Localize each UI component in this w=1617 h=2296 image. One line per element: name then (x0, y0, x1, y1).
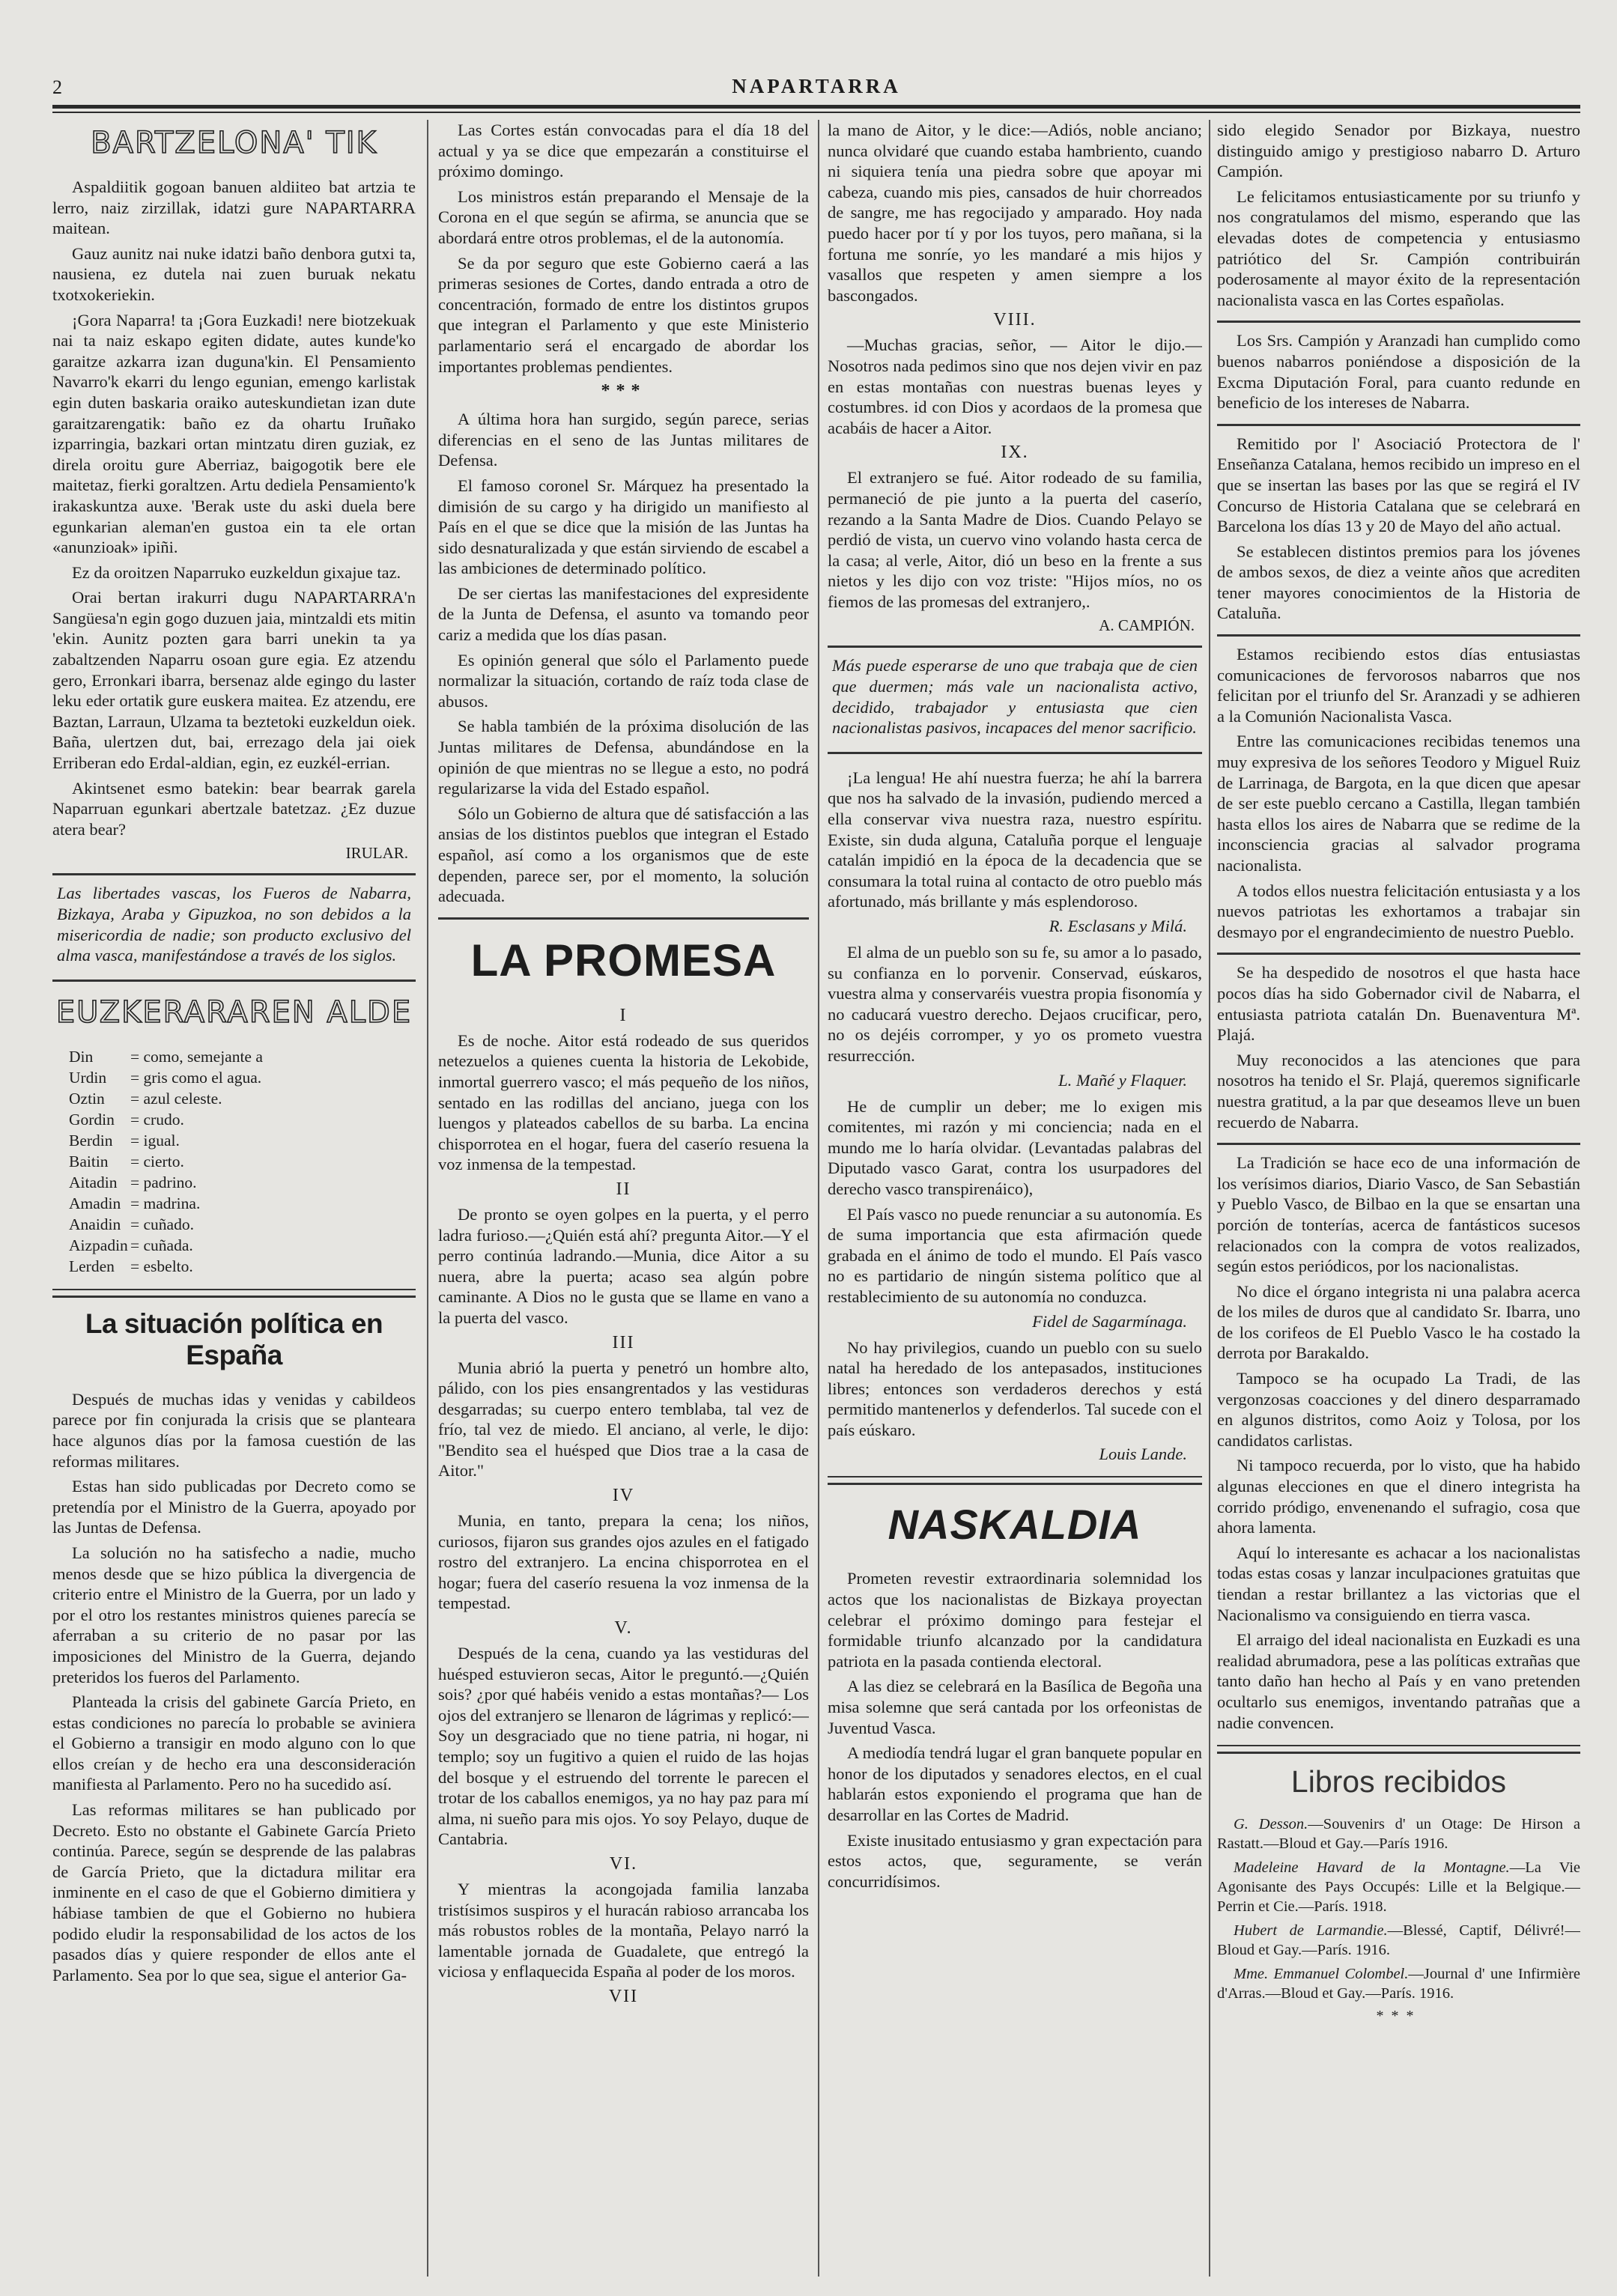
paragraph: El extranjero se fué. Aitor rodeado de su familia, permaneció de pie junto a la puerta del caserío, rezando a la Santa Madre de Dios. Cuando Pelayo se perdió de vista, un cuervo vino volando hasta cerca de la casa; al verle, Aitor, dió un beso en la frente a sus nietos y les dijo con voz triste: "Hijos míos, no os fiemos de las promesas del extranjero,. (828, 468, 1202, 611)
quote-text: No hay privilegios, cuando un pueblo con su suelo natal ha heredado de los antepasados, instituciones libres; entonces son verdaderos derechos y está permitido mantenerlos y defenderlos. Tal sucede con el país eúskaro. (828, 1337, 1202, 1439)
paragraph: La Tradición se hace eco de una información de los verísimos diarios, Diario Vasco, de San Sebastián y Pueblo Vasco, de Bilbao en la que se ensartan una porción de tonterías, acerca de fantásticos sucesos relacionados con la compra de votos realizados, según estos periódicos, por los nacionalistas. (1217, 1153, 1580, 1276)
vocab-meaning: = azul celeste. (130, 1089, 222, 1108)
paragraph: Y mientras la acongojada familia lanzaba tristísimos suspiros y el huracán rabioso arrancaba los más robustos robles de la montaña, Pelayo narró la lamentable jornada de Guadalete, que entregó la viciosa y enflaquecida España al poder de los moros. (438, 1879, 809, 1981)
paragraph: Akintsenet esmo batekin: bear bearrak garela Naparruan egunkari abertzale batetzaz. ¿Ez duzue atera bear? (52, 778, 416, 839)
vocab-word: Din (69, 1047, 94, 1066)
book-author: Hubert de Larmandie. (1234, 1922, 1388, 1940)
box-text: Más puede esperarse de uno que trabaja que de cien que duermen; más vale un nacionalista activo, decidido, trabajador y entusiasta que cien nacionalistas pasivos, incapaces del menor sacrificio. (832, 656, 1198, 738)
quotes-section (828, 768, 1202, 1465)
signature: IRULAR. (345, 844, 408, 863)
quote-author: L. Mañé y Flaquer. (1058, 1070, 1187, 1090)
quote-text: He de cumplir un deber; me lo exigen mis comitentes, mi razón y mi conciencia; nada en el mundo me lo haría olvidar. (Levantadas palabras del Diputado vasco Garat, contra los usurpadores del derecho vasco transpirenáico), (828, 1096, 1202, 1198)
vocab-row (69, 1067, 416, 1088)
paragraph: Se ha despedido de nosotros el que hasta hace pocos días ha sido Gobernador civil de Nabarra, el entusiasta patriota catalán Dn. Buenaventura Mª. Plajá. (1217, 963, 1580, 1045)
paragraph: Prometen revestir extraordinaria solemnidad los actos que los nacionalistas de Bizkaya proyectan celebrar el próximo domingo para festejar el formidable triunfo alcanzado por la candidatura patriota en la pasada contienda electoral. (828, 1569, 1202, 1671)
quote-text: El alma de un pueblo son su fe, su amor a lo pasado, su confianza en lo porvenir. Conservad, eúskaros, vuestra alma y conservaréis vuestra propia fisonomía y no caducará vuestro derecho. Dejaos crucificar, pero, no os dejéis corromper, y yo os prometo vuestra resurrección. (828, 943, 1202, 1065)
paragraph: Las reformas militares se han publicado por Decreto. Esto no obstante el Gabinete García Prieto continúa. Parece, según se desprende de las palabras de García Prieto, que la dictadura militar era inminente en el caso de que el Gobierno dimitiera y hábiase tambien de que el Gobierno no hubiera podido eludir la responsabilidad de los actos de los pasados días y quiere responder de ellos ante el Parlamento. Sea por lo que sea, sigue el anterior Ga- (52, 1800, 416, 1984)
section-rule (1217, 953, 1580, 955)
book-details: —Souvenirs d' un Otage: De Hirson a Rastatt.—Bloud et Gay.—París 1916. (1217, 1816, 1580, 1853)
book-entry (1217, 1921, 1580, 1960)
vocab-word: Aizpadin (69, 1236, 128, 1254)
vocab-row (69, 1130, 416, 1151)
vocab-row (69, 1193, 416, 1214)
paragraph: Es opinión general que sólo el Parlamento puede normalizar la situación, cortando de raíz toda clase de abusos. (438, 650, 809, 711)
paragraph: —Muchas gracias, señor, — Aitor le dijo.—Nosotros nada pedimos sino que nos dejen vivir en paz en estas montañas con nuestras buenas leyes y costumbres. id con Dios y acordaos de la promesa que acabáis de hacer a Aitor. (828, 335, 1202, 437)
paragraph: No dice el órgano integrista ni una palabra acerca de los miles de duros que al candidato Sr. Ibarra, uno de los corifeos de El Pueblo Vasco le ha costado la derrota por Barakaldo. (1217, 1281, 1580, 1363)
vocabulary-list (69, 1046, 416, 1277)
paragraph: Munia abrió la puerta y penetró un hombre alto, pálido, con los pies ensangrentados y las vestiduras desgarradas; su cuerpo entero temblaba, tal vez de frío, tal vez de miedo. El anciano, al verle, le dijo: "Bendito sea el huésped que Dios trae a la casa de Aitor." (438, 1358, 809, 1480)
books-received (1217, 1764, 1580, 2025)
section-rule (52, 1289, 416, 1298)
section-rule (1217, 1143, 1580, 1145)
vocab-meaning: = crudo. (130, 1110, 184, 1129)
vocab-meaning: = gris como el agua. (130, 1068, 262, 1087)
book-entry (1217, 1964, 1580, 2003)
vocab-row (69, 1172, 416, 1193)
column-4 (1217, 120, 1580, 2277)
vocab-row (69, 1088, 416, 1109)
masthead (52, 72, 1580, 102)
vocab-row (69, 1109, 416, 1130)
book-entry (1217, 1858, 1580, 1916)
article-title: NASKALDIA (888, 1501, 1142, 1549)
article-situacion-politica (52, 1308, 416, 1986)
vocab-word: Oztin (69, 1089, 105, 1108)
highlight-box (52, 873, 416, 981)
vocab-word: Lerden (69, 1257, 115, 1275)
paragraph: Le felicitamos entusiasticamente por su triunfo y nos congratulamos del mismo, esperando que las elevadas dotes de competencia y entusiasmo patriótico del Sr. Campión contribuirán poderosamente al mayor éxito de la representación nacionalista vasca en las Cortes españolas. (1217, 186, 1580, 309)
paragraph: Munia, en tanto, prepara la cena; los niños, curiosos, fijaron sus grandes ojos azules en el fatigado rostro del extranjero. La encina chisporrotea en el hogar; fuera del caserío resuena la voz inmensa de la tempestad. (438, 1511, 809, 1613)
paragraph: El arraigo del ideal nacionalista en Euzkadi es una realidad abrumadora, pese a las políticas extrañas que tanto daño han hecho al País y en vano pretenden ocultarlo sus enemigos, inventando patrañas que a nadie convencen. (1217, 1630, 1580, 1732)
vocab-row (69, 1046, 416, 1067)
paragraph: Se da por seguro que este Gobierno caerá a las primeras sesiones de Cortes, dando entrada a otro de concentración, formado de entre los distintos grupos que integran el Parlamento y que este Ministerio parlamentario será el encargado de abordar los importantes problemas pendientes. (438, 253, 809, 376)
paragraph: A las diez se celebrará en la Basílica de Begoña una misa solemne que será cantada por los orfeonistas de Juventud Vasca. (828, 1677, 1202, 1737)
book-entry (1217, 1814, 1580, 1853)
paragraph: Es de noche. Aitor está rodeado de sus queridos netezuelos a quienes cuenta la historia de Lekobide, inmortal guerrero vasco; el más pequeño de los niños, sentado en las rodillas del anciano, juega con los luengos y plateados cabellos de su barba. La encina chisporrotea en el hogar, fuera del caserío resuena la voz inmensa de la tempestad. (438, 1030, 809, 1174)
section-number: VIII. (993, 310, 1037, 330)
book-author: G. Desson. (1234, 1816, 1308, 1833)
book-author: Mme. Emmanuel Colombel. (1234, 1966, 1409, 1983)
paragraph: sido elegido Senador por Bizkaya, nuestro distinguido amigo y prestigioso nabarro D. Arturo Campión. (1217, 121, 1580, 181)
paragraph: Gauz aunitz nai nuke idatzi baño denbora gutxi ta, nausiena, ez dutela nai zuen buruak nekatu txotxokeriekin. (52, 243, 416, 304)
separator-stars: *** (601, 381, 646, 401)
vocab-word: Urdin (69, 1068, 107, 1087)
paragraph: El famoso coronel Sr. Márquez ha presentado la dimisión de su cargo y ha dirigido un manifiesto al País en el que se dice que la misión de las Juntas ha sido desnaturalizada y que están sirviendo de escabel a las ambiciones de determinado político. (438, 476, 809, 578)
paragraph: Después de muchas idas y venidas y cabildeos parece por fin conjurada la crisis que se planteara hace algunos días por la famosa cuestión de las reformas militares. (52, 1389, 416, 1471)
paragraph: Tampoco se ha ocupado La Tradi, de las vergonzosas coacciones y del dinero desparramado en algunos distritos, como Aoiz y Tolosa, por los candidatos carlistas. (1217, 1369, 1580, 1450)
column-divider (1209, 120, 1210, 2277)
section-number: V. (614, 1618, 633, 1639)
article-bartzelonatik (52, 126, 416, 863)
quote-author: Fidel de Sagarmínaga. (1032, 1311, 1187, 1331)
paragraph: Existe inusitado entusiasmo y gran expectación para estos actos, que, seguramente, se verán concurridísimos. (828, 1830, 1202, 1891)
book-details: —La Vie Agonisante des Pays Occupés: Lille et la Belgique.—Perrin et Cie.—París. 1918. (1217, 1859, 1580, 1916)
paragraph: Orai bertan irakurri dugu NAPARTARRA'n Sangüesa'n egin gogo duzuen jaia, mintzaldi ets mitin 'ekin. Aunitz pozten gara barri unekin ta ya zabaltzenden Naparru osoan gure egia. Ez atzendu gero, Erronkari ibarra, bersenaz alde egingo du laster leku eder ortatik gure euskera maitea. Ez atzendu, ere Baztan, Larraun, Ulzama ta beztetoki euzkeldun oiek. Baña, ulertzen dut, bai, errezago dela jai oiek Erriberan edo Erdal-aldian, egin, ez euzkél-errian. (52, 588, 416, 773)
newspaper-title: NAPARTARRA (732, 75, 901, 97)
vocab-meaning: = como, semejante a (130, 1047, 263, 1066)
vocab-row (69, 1151, 416, 1172)
paragraph: Estas han sido publicadas por Decreto como se pretendía por el Ministro de la Guerra, apoyado por las Juntas de Defensa. (52, 1477, 416, 1537)
article-title: La situación política en España (85, 1308, 383, 1370)
section-number: II (616, 1179, 631, 1199)
paragraph: Planteada la crisis del gabinete García Prieto, en estas condiciones no parecía lo probable se aviniera el Gobierno a transigir en modo alguno con lo que ellos creían y de hecho era una desconsideración manifiesta al Parlamento. Pero no ha sucedido así. (52, 1692, 416, 1794)
separator-stars: *** (1376, 2008, 1422, 2025)
paragraph: Ni tampoco recuerda, por lo visto, que ha habido algunas elecciones en que el dinero integrista ha corrido pródigo, envenenando el sufragio, cosa que ahora lamenta. (1217, 1456, 1580, 1537)
section-number: VII (608, 1986, 639, 2006)
paragraph: Ez da oroitzen Naparruko euzkeldun gixajue taz. (72, 562, 401, 582)
paragraph: Muy reconocidos a las atenciones que para nosotros ha tenido el Sr. Plajá, queremos significarle nuestra gratitud, a la par que deseamos lleve un buen recuerdo de Nabarra. (1217, 1050, 1580, 1132)
paragraph: Aspaldiitik gogoan banuen aldiiteo bat artzia te lerro, naiz zirzillak, idatzi gure NAPARTARRA maitean. (52, 177, 416, 238)
paragraph: Se establecen distintos premios para los jóvenes de ambos sexos, de diez a veinte años que acrediten tener mayores conocimientos de la Historia de Cataluña. (1217, 541, 1580, 623)
vocab-word: Gordin (69, 1110, 115, 1129)
section-rule (438, 917, 809, 920)
section-rule (828, 1476, 1202, 1485)
paragraph: Después de la cena, cuando ya las vestiduras del huésped estuvieron secas, Aitor le preguntó.—¿Quién sois? ¿por qué habéis venido a estas montañas?— Los ojos del extranjero se llenaron de lágrimas y replicó:—Soy un desgraciado que no tiene patria, ni hogar, ni templo; soy un fugitivo a quien el ruido de las hojas del bosque y el estruendo del torrente le parecen el trotar de los caballos enemigos, ya no hay paz para mí alma, ni sueño para mis ojos. Yo soy Pelayo, duque de Cantabria. (438, 1644, 809, 1849)
masthead-rule (52, 105, 1580, 109)
article-title: LA PROMESA (470, 935, 777, 985)
signature: A. CAMPIÓN. (1099, 616, 1195, 635)
vocab-word: Berdin (69, 1131, 113, 1149)
section-number: I (619, 1005, 628, 1025)
vocab-word: Aitadin (69, 1173, 118, 1191)
article-naskaldia (828, 1500, 1202, 1892)
vocab-meaning: = cierto. (130, 1152, 184, 1170)
paragraph: La solución no ha satisfecho a nadie, mucho menos desde que se hizo pública la divergencia de criterio entre el Ministro de la Guerra, por un lado y por el otro los restantes ministros quienes parecía se aferraban a su criterio de no pasar por las imposiciones del Ministro de la Guerra, dejando preteridos los fueros del Parlamento. (52, 1543, 416, 1686)
vocab-meaning: = cuñada. (130, 1236, 193, 1254)
vocab-row (69, 1235, 416, 1256)
quote-author: R. Esclasans y Milá. (1049, 917, 1187, 935)
section-number: IX. (1001, 443, 1029, 463)
paragraph: Los Srs. Campión y Aranzadi han cumplido como buenos nabarros poniéndose a disposición de la Excma Diputación Foral, para cuanto redunde en beneficio de los intereses de Nabarra. (1217, 331, 1580, 413)
paragraph: Entre las comunicaciones recibidas tenemos una muy expresiva de los señores Teodoro y Miguel Ruiz de Larrinaga, de Bargota, en la que dicen que apesar de ser este pueblo cercano a Castilla, llegan también hasta ellos los aires de Nabarra que se redime de la inconsciencia gracias al salvador programa nacionalista. (1217, 732, 1580, 875)
quote-author: Louis Lande. (1099, 1445, 1187, 1464)
masthead-rule-thin (52, 112, 1580, 113)
book-details: —Journal d' une Infirmière d'Arras.—Bloud et Gay.—París. 1916. (1217, 1966, 1580, 2002)
column-divider (818, 120, 819, 2277)
vocab-meaning: = esbelto. (130, 1257, 193, 1275)
vocab-meaning: = madrina. (130, 1194, 201, 1212)
vocab-word: Amadin (69, 1194, 121, 1212)
paragraph: Las Cortes están convocadas para el día 18 del actual y ya se dice que empezarán a constituirse el próximo domingo. (438, 121, 809, 181)
vocab-meaning: = igual. (130, 1131, 180, 1149)
quote-box (828, 646, 1202, 753)
paragraph: Aquí lo interesante es achacar a los nacionalistas todas estas cosas y lanzar inculpaciones gratuitas que tiendan a restar brillantez a las victorias que el Nacionalismo va consiguiendo en tierra vasca. (1217, 1543, 1580, 1624)
column-2 (438, 120, 809, 2277)
vocab-meaning: = padrino. (130, 1173, 197, 1191)
article-la-promesa (438, 935, 809, 2007)
paragraph: A mediodía tendrá lugar el gran banquete popular en honor de los diputados y senadores electos, en el cual hablarán estos exponiendo el programa que han de desarrollar en las Cortes de Madrid. (828, 1743, 1202, 1824)
vocab-row (69, 1256, 416, 1277)
vocab-meaning: = cuñado. (130, 1215, 194, 1233)
vocab-word: Baitin (69, 1152, 109, 1170)
paragraph: la mano de Aitor, y le dice:—Adiós, noble anciano; nunca olvidaré que cuando estaba hambriento, cuando ni siquiera tenía una piedra sobre que apoyar mi cabeza, cuando mis pies, cansados de huir chorreados de sangre, me has regocijado y amparado. Hoy nada puedo hacer por tí y por los tuyos, pero mañana, si la fortuna me sonríe, yo les mandaré a mis hijos y vasallos que respeten y amen siempre a los bascongados. (828, 121, 1202, 305)
section-number: VI. (609, 1853, 638, 1874)
article-euzkeraren-alde (52, 995, 416, 1277)
article-title: EUZKERARAREN ALDE (55, 994, 413, 1030)
section-rule (1217, 424, 1580, 426)
paragraph: A última hora han surgido, según parece, serias diferencias en el seno de las Juntas militares de Defensa. (438, 410, 809, 470)
article-title: BARTZELONA' TIK (91, 126, 377, 160)
article-title: Libros recibidos (1290, 1764, 1507, 1800)
box-text: Las libertades vascas, los Fueros de Nabarra, Bizkaya, Araba y Gipuzkoa, no son debidos a la misericordia de nadie; son producto exclusivo del alma vasca, manifestándose a través de los siglos. (57, 884, 411, 965)
paragraph: De ser ciertas las manifestaciones del expresidente de la Junta de Defensa, el asunto va tomando peor cariz a medida que los días pasan. (438, 583, 809, 645)
section-number: III (612, 1332, 635, 1352)
column-divider (427, 120, 428, 2277)
quote-text: ¡La lengua! He ahí nuestra fuerza; he ahí la barrera que nos ha salvado de la invasión, pudiendo merced a ella conservar viva nuestra raza, nuestro espíritu. Existe, sin duda alguna, Cataluña porque el lenguaje catalán impidió en la época de la decadencia que se consumara la total ruina al contacto de otro pueblo más afortunado, más brillante y más esplendoroso. (828, 768, 1202, 911)
paragraph: Los ministros están preparando el Mensaje de la Corona en el que según se afirma, se anuncia que se abordará entre otros problemas, el de la autonomía. (438, 186, 809, 247)
paragraph: Se habla también de la próxima disolución de las Juntas militares de Defensa, abundándose en la opinión de que mientras no se llegue a esto, no podrá regularizarse la vida del Estado español. (438, 717, 809, 798)
paragraph: Estamos recibiendo estos días entusiastas comunicaciones de fervorosos nabarros que nos felicitan por el triunfo del Sr. Aranzadi y se adhieren a la Comunión Nacionalista Vasca. (1217, 645, 1580, 726)
page-number: 2 (52, 76, 62, 98)
column-3 (828, 120, 1202, 2277)
vocab-row (69, 1214, 416, 1235)
paragraph: Remitido por l' Asociació Protectora de l' Enseñanza Catalana, hemos recibido un impreso en el que se insertan las bases por las que se regirá el IV Concurso de Historia Catalana que se celebrará en Barcelona los días 13 y 20 de Mayo del año actual. (1217, 434, 1580, 536)
section-rule (1217, 321, 1580, 323)
quote-text: El País vasco no puede renunciar a su autonomía. Es de suma importancia que esta afirmación quede grabada en el ánimo de todo el mundo. El País vasco no es partidario de ningún sistema político que al restablecimiento de su autonomía no conduzca. (828, 1204, 1202, 1306)
section-rule (1217, 1745, 1580, 1754)
paragraph: ¡Gora Naparra! ta ¡Gora Euzkadi! nere biotzekuak nai ta naiz eskapo egiten didate, autes kunde'ko garaitze azkarra izan duguna'kin. El Pensamiento Navarro'k ekarri du lengo egunian, emengo karlistak egin duten baskaria oraiko auteskundietan izan dute garaitzarengatik: baño ez da ohartu Iruñako izparringia, bazkari ortan mintzatu diren guziak, ez direla oroitu gure Aberriaz, baigogotik bere ele maitetaz, fierki goraltzen. Artu dediela Pensamiento'k irakaskuntza auxe. 'Berak uste du aski duela bere egunkarian aleman'en gustoa ein ta ele ortan «anunzioak» ipiñi. (52, 310, 416, 557)
paragraph: A todos ellos nuestra felicitación entusiasta y a los nuevos patriotas les exhortamos a trabajar sin desmayo por el engrandecimiento de nuestro Pueblo. (1217, 881, 1580, 941)
paragraph: Sólo un Gobierno de altura que dé satisfacción a las ansias de los distintos pueblos que integran el Estado español, así como a los organismos que de este dependen, parece ser, por el momento, la solución adecuada. (438, 804, 809, 906)
section-number: IV (612, 1486, 635, 1506)
column-1 (52, 120, 416, 2277)
book-details: —Blessé, Captif, Délivré!—Bloud et Gay.—París. 1916. (1217, 1922, 1580, 1959)
book-author: Madeleine Havard de la Montagne. (1234, 1859, 1510, 1877)
paragraph: De pronto se oyen golpes en la puerta, y el perro ladra furioso.—¿Quién está ahí? pregunta Aitor.—Y el perro continúa ladrando.—Munia, dice Aitor a su nuera, abre la puerta; acaso sea algún pobre caminante. A Dios no le gusta que se llame en vano a la puerta del vasco. (438, 1204, 809, 1327)
vocab-word: Anaidin (69, 1215, 121, 1233)
section-rule (1217, 634, 1580, 637)
